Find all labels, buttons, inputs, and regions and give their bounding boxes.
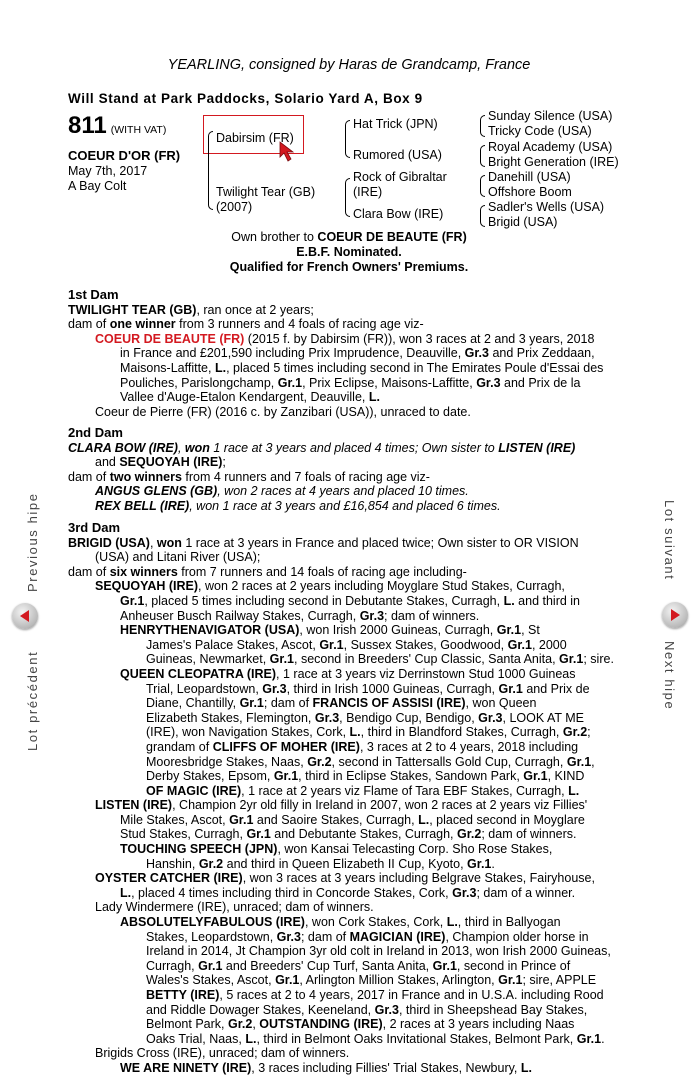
section-heading: 2nd Dam bbox=[68, 425, 123, 440]
progeny-line: Trial, Leopardstown, Gr.3, third in Irish 1000 Guineas, Curragh, Gr.1 and Prix de bbox=[146, 681, 590, 696]
progeny-line: OYSTER CATCHER (IRE), won 3 races at 3 years including Belgrave Stakes, Fairyhouse, bbox=[95, 871, 595, 886]
progeny-line: QUEEN CLEOPATRA (IRE), 1 race at 3 years viz Derrinstown Stud 1000 Guineas bbox=[120, 666, 576, 681]
progeny-line: L., placed 4 times including third in Concorde Stakes, Cork, Gr.3; dam of a winner. bbox=[120, 885, 576, 900]
arrow-left-icon bbox=[12, 603, 38, 629]
page-title: YEARLING, consigned by Haras de Grandcamp, France bbox=[167, 57, 531, 73]
dam-line: dam of one winner from 3 runners and 4 foals of racing age viz- bbox=[68, 317, 424, 332]
dam-line: (USA) and Litani River (USA); bbox=[95, 550, 261, 565]
pedigree-dam-sire-country: (IRE) bbox=[353, 185, 383, 199]
dam-line: and SEQUOYAH (IRE); bbox=[95, 455, 226, 470]
progeny-line: Brigids Cross (IRE), unraced; dam of winners. bbox=[95, 1046, 350, 1061]
dam-line: TWILIGHT TEAR (GB), ran once at 2 years; bbox=[68, 302, 314, 317]
progeny-line: Wales's Stakes, Ascot, Gr.1, Arlington Million Stakes, Arlington, Gr.1; sire, APPLE bbox=[146, 973, 597, 988]
pedigree-brace bbox=[345, 120, 350, 158]
progeny-line: WE ARE NINETY (IRE), 3 races including Fillies' Trial Stakes, Newbury, L. bbox=[120, 1060, 532, 1075]
dam-line: BRIGID (USA), won 1 race at 3 years in France and placed twice; Own sister to OR VISION bbox=[68, 535, 579, 550]
progeny-line: Lady Windermere (IRE), unraced; dam of winners. bbox=[95, 900, 374, 915]
progeny-line: James's Palace Stakes, Ascot, Gr.1, Sussex Stakes, Goodwood, Gr.1, 2000 bbox=[146, 637, 567, 652]
pointer-cursor-icon bbox=[279, 141, 301, 165]
progeny-line: Hanshin, Gr.2 and third in Queen Elizabeth II Cup, Kyoto, Gr.1. bbox=[146, 856, 495, 871]
progeny-line: HENRYTHENAVIGATOR (USA), won Irish 2000 Guineas, Curragh, Gr.1, St bbox=[120, 623, 540, 638]
progeny-line: Ireland in 2014, Jt Champion 3yr old colt in Ireland in 2013, won Irish 2000 Guineas, bbox=[146, 944, 611, 959]
pedigree-brace bbox=[345, 178, 350, 217]
progeny-line: Belmont Park, Gr.2, OUTSTANDING (IRE), 2 races at 3 years including Naas bbox=[146, 1017, 575, 1032]
pedigree-sdd: Bright Generation (IRE) bbox=[488, 155, 619, 169]
progeny-line: TOUCHING SPEECH (JPN), won Kansai Telecasting Corp. Sho Rose Stakes, bbox=[120, 842, 553, 857]
pedigree-brace bbox=[480, 115, 485, 137]
pedigree-brace bbox=[480, 205, 485, 227]
stand-location: Will Stand at Park Paddocks, Solario Yard A, Box 9 bbox=[68, 91, 423, 106]
pedigree-sire[interactable]: Dabirsim (FR) bbox=[216, 131, 294, 145]
progeny-line: Stakes, Leopardstown, Gr.3; dam of MAGICIAN (IRE), Champion older horse in bbox=[146, 929, 589, 944]
previous-hipe-label[interactable]: Previous hipe bbox=[25, 492, 40, 592]
first-dam-section bbox=[68, 288, 630, 419]
next-lot-button[interactable] bbox=[662, 602, 688, 628]
foaling-date: May 7th, 2017 bbox=[68, 164, 148, 178]
progeny-line: Derby Stakes, Epsom, Gr.1, third in Eclipse Stakes, Sandown Park, Gr.1, KIND bbox=[146, 769, 585, 784]
pedigree-dsd: Offshore Boom bbox=[488, 185, 572, 199]
vat-label: (WITH VAT) bbox=[110, 124, 167, 136]
progeny-line: and Riddle Dowager Stakes, Keeneland, Gr.3, third in Sheepshead Bay Stakes, bbox=[146, 1002, 588, 1017]
dam-line: CLARA BOW (IRE), won 1 race at 3 years and placed 4 times; Own sister to LISTEN (IRE) bbox=[68, 440, 576, 455]
horse-name: COEUR D'OR (FR) bbox=[68, 148, 181, 163]
progeny-line: SEQUOYAH (IRE), won 2 races at 2 years including Moyglare Stud Stakes, Curragh, bbox=[95, 579, 565, 594]
horse-description: A Bay Colt bbox=[68, 179, 127, 193]
pedigree-dss: Danehill (USA) bbox=[488, 170, 571, 184]
pedigree-sire-dam: Rumored (USA) bbox=[353, 148, 442, 162]
progeny-line: (IRE), won Navigation Stakes, Cork, L., third in Blandford Stakes, Curragh, Gr.2; bbox=[146, 725, 591, 740]
dam-line: dam of two winners from 4 runners and 7 foals of racing age viz- bbox=[68, 469, 430, 484]
pedigree-sire-sire: Hat Trick (JPN) bbox=[353, 117, 438, 131]
pedigree-sss: Sunday Silence (USA) bbox=[488, 109, 613, 123]
previous-lot-label[interactable]: Lot précédent bbox=[25, 650, 40, 751]
second-dam-section bbox=[68, 426, 630, 514]
previous-lot-button[interactable] bbox=[12, 603, 38, 629]
pedigree-ssd: Tricky Code (USA) bbox=[488, 124, 592, 138]
pedigree-brace bbox=[480, 145, 485, 167]
pedigree-dam-dam: Clara Bow (IRE) bbox=[353, 207, 444, 221]
progeny-line: Curragh, Gr.1 and Breeders' Cup Turf, Santa Anita, Gr.1, second in Prince of bbox=[146, 958, 571, 973]
pedigree-dds: Sadler's Wells (USA) bbox=[488, 200, 605, 214]
progeny-line: BETTY (IRE), 5 races at 2 to 4 years, 2017 in France and in U.S.A. including Rood bbox=[146, 988, 604, 1002]
progeny-line: REX BELL (IRE), won 1 race at 3 years and £16,854 and placed 6 times. bbox=[95, 498, 501, 513]
progeny-line: Diane, Chantilly, Gr.1; dam of FRANCIS OF ASSISI (IRE), won Queen bbox=[146, 696, 537, 711]
progeny-line: Anheuser Busch Railway Stakes, Curragh, Gr.3; dam of winners. bbox=[120, 608, 480, 623]
pedigree-dam-sire: Rock of Gibraltar bbox=[353, 170, 447, 184]
progeny-line: ANGUS GLENS (GB), won 2 races at 4 years and placed 10 times. bbox=[95, 484, 469, 499]
dam-line: dam of six winners from 7 runners and 14 foals of racing age including- bbox=[68, 564, 467, 579]
progeny-line: Elizabeth Stakes, Flemington, Gr.3, Bendigo Cup, Bendigo, Gr.3, LOOK AT ME bbox=[146, 710, 585, 725]
next-lot-label[interactable]: Lot suivant bbox=[662, 500, 677, 581]
progeny-line: Vallee d'Auge-Etalon Kendargent, Deauville, L. bbox=[120, 390, 380, 405]
progeny-line: Oaks Trial, Naas, L., third in Belmont Oaks Invitational Stakes, Belmont Park, Gr.1. bbox=[146, 1031, 605, 1046]
ebf-note: E.B.F. Nominated. bbox=[296, 245, 402, 259]
progeny-line: ABSOLUTELYFABULOUS (IRE), won Cork Stakes, Cork, L., third in Ballyogan bbox=[120, 915, 561, 930]
progeny-line: LISTEN (IRE), Champion 2yr old filly in Ireland in 2007, won 2 races at 2 years viz Fillies' bbox=[95, 798, 588, 813]
section-heading: 3rd Dam bbox=[68, 520, 121, 535]
own-brother-note: Own brother to COEUR DE BEAUTE (FR) bbox=[231, 230, 467, 244]
arrow-right-icon bbox=[662, 602, 688, 628]
third-dam-section bbox=[68, 521, 630, 1076]
pedigree-brace bbox=[208, 131, 213, 210]
premiums-note: Qualified for French Owners' Premiums. bbox=[229, 260, 469, 274]
progeny-line: Maisons-Laffitte, L., placed 5 times including second in The Emirates Poule d'Essai des bbox=[120, 360, 604, 375]
next-hipe-label[interactable]: Next hipe bbox=[662, 641, 677, 711]
pedigree-ddd: Brigid (USA) bbox=[488, 215, 558, 229]
pedigree-brace bbox=[480, 175, 485, 197]
section-heading: 1st Dam bbox=[68, 287, 119, 302]
progeny-line: Guineas, Newmarket, Gr.1, second in Breeders' Cup Classic, Santa Anita, Gr.1; sire. bbox=[146, 652, 614, 667]
progeny-line: Stud Stakes, Curragh, Gr.1 and Debutante Stakes, Curragh, Gr.2; dam of winners. bbox=[120, 827, 577, 842]
progeny-line: Gr.1, placed 5 times including second in Debutante Stakes, Curragh, L. and third in bbox=[120, 593, 581, 608]
progeny-line: Pouliches, Parislongchamp, Gr.1, Prix Eclipse, Maisons-Laffitte, Gr.3 and Prix de la bbox=[120, 375, 581, 390]
pedigree-sds: Royal Academy (USA) bbox=[488, 140, 613, 154]
lot-number: 811 (WITH VAT) bbox=[68, 112, 167, 139]
pedigree-dam-year: (2007) bbox=[216, 200, 253, 214]
pedigree-dam: Twilight Tear (GB) bbox=[216, 185, 316, 199]
progeny-line: Mooresbridge Stakes, Naas, Gr.2, second in Tattersalls Gold Cup, Curragh, Gr.1, bbox=[146, 754, 595, 769]
progeny-line: Coeur de Pierre (FR) (2016 c. by Zanzibari (USA)), unraced to date. bbox=[95, 404, 471, 419]
progeny-line: in France and £201,590 including Prix Imprudence, Deauville, Gr.3 and Prix Zeddaan, bbox=[120, 346, 595, 361]
progeny-line: OF MAGIC (IRE), 1 race at 2 years viz Flame of Tara EBF Stakes, Curragh, L. bbox=[146, 783, 580, 798]
progeny-line: grandam of CLIFFS OF MOHER (IRE), 3 races at 2 to 4 years, 2018 including bbox=[146, 739, 579, 754]
progeny-line: Mile Stakes, Ascot, Gr.1 and Saoire Stakes, Curragh, L., placed second in Moyglare bbox=[120, 812, 585, 827]
progeny-line: COEUR DE BEAUTE (FR) (2015 f. by Dabirsim (FR)), won 3 races at 2 and 3 years, 2018 bbox=[95, 331, 595, 346]
